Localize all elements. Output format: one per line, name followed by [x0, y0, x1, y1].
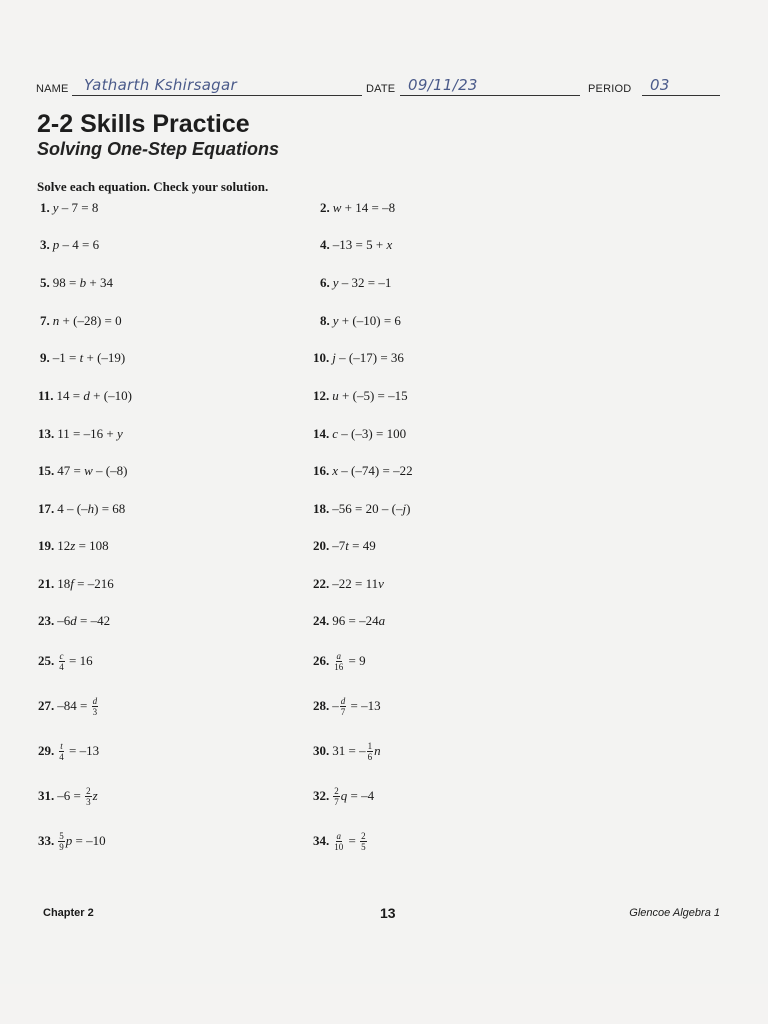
problem-item: [40, 343, 125, 373]
problem-item: [40, 306, 122, 336]
page-title: 2-2 Skills Practice: [37, 110, 250, 138]
problem-item: [313, 343, 404, 373]
problem-number: 18.: [313, 501, 330, 516]
problem-number: 19.: [38, 538, 55, 553]
fraction: $\frac{2}{7}$: [334, 785, 339, 807]
problem-equation: –6 d = –42: [57, 613, 111, 628]
page-footer: [43, 905, 720, 921]
problem-equation: $\frac{a}{16}$ = 9: [334, 650, 366, 672]
problem-equation: 4 – (– h ) = 68: [57, 501, 126, 516]
problem-equation: 31 = – $\frac{1}{6}$ n: [332, 740, 381, 762]
problem-number: 28.: [313, 698, 330, 713]
problem-equation: – $\frac{d}{7}$ = –13: [332, 695, 381, 717]
problem-item: [38, 419, 123, 449]
problem-equation: $\frac{5}{9}$ p = –10: [59, 830, 106, 852]
problem-item: [38, 691, 99, 721]
problem-item: [313, 606, 385, 636]
fraction: $\frac{5}{9}$: [59, 830, 64, 852]
problem-number: 15.: [38, 463, 55, 478]
fraction: $\frac{a}{16}$: [334, 650, 344, 672]
problem-item: [38, 606, 110, 636]
problem-equation: y – 7 = 8: [52, 200, 99, 215]
problem-number: 13.: [38, 426, 55, 441]
problem-equation: –7 t = 49: [332, 538, 376, 553]
problem-number: 24.: [313, 613, 330, 628]
problem-item: [38, 781, 98, 811]
problem-item: [40, 230, 99, 260]
problem-item: [320, 193, 395, 223]
problem-equation: $\frac{c}{4}$ = 16: [59, 650, 93, 672]
problem-item: [320, 268, 391, 298]
problem-number: 6.: [320, 275, 330, 290]
fraction: $\frac{d}{7}$: [340, 695, 346, 717]
name-label: NAME: [36, 83, 69, 95]
problem-number: 7.: [40, 313, 50, 328]
problem-item: [313, 494, 410, 524]
problem-equation: 47 = w – (–8): [57, 463, 128, 478]
problem-item: [313, 381, 408, 411]
problem-number: 30.: [313, 743, 330, 758]
problem-number: 21.: [38, 576, 55, 591]
problem-number: 1.: [40, 200, 50, 215]
problem-number: 34.: [313, 833, 330, 848]
problem-number: 11.: [38, 388, 54, 403]
problem-item: [313, 456, 413, 486]
problem-number: 31.: [38, 788, 55, 803]
problem-equation: n + (–28) = 0: [52, 313, 122, 328]
problem-equation: 11 = –16 + y: [57, 426, 123, 441]
page-subtitle: Solving One-Step Equations: [37, 139, 280, 159]
problem-equation: j – (–17) = 36: [332, 350, 404, 365]
problem-item: [313, 569, 384, 599]
problem-equation: 18 f = –216: [57, 576, 114, 591]
fraction: $\frac{1}{6}$: [367, 740, 373, 762]
problem-equation: x – (–74) = –22: [332, 463, 413, 478]
date-value: 09/11/23: [408, 76, 478, 94]
problem-equation: $\frac{2}{7}$ q = –4: [334, 785, 375, 807]
problem-equation: 14 = d + (–10): [56, 388, 132, 403]
fraction: $\frac{c}{4}$: [59, 650, 64, 672]
problem-number: 22.: [313, 576, 330, 591]
fraction: $\frac{a}{10}$: [334, 830, 344, 852]
problem-item: [320, 230, 392, 260]
problem-number: 23.: [38, 613, 55, 628]
page-number: 13: [380, 905, 396, 921]
period-label: PERIOD: [588, 83, 632, 95]
problem-number: 12.: [313, 388, 330, 403]
problem-equation: –56 = 20 – (– j ): [332, 501, 411, 516]
problem-number: 26.: [313, 653, 330, 668]
problem-number: 20.: [313, 538, 330, 553]
name-line: [72, 95, 362, 96]
chapter-label: Chapter 2: [43, 907, 94, 919]
period-value: 03: [650, 76, 670, 94]
problem-number: 10.: [313, 350, 330, 365]
problem-item: [40, 268, 113, 298]
problem-item: [313, 531, 376, 561]
problem-equation: –13 = 5 + x: [332, 237, 393, 252]
worksheet-header: [36, 76, 720, 100]
problem-item: [313, 646, 366, 676]
problem-number: 25.: [38, 653, 55, 668]
problem-equation: 98 = b + 34: [52, 275, 113, 290]
fraction: $\frac{2}{3}$: [86, 785, 91, 807]
problem-number: 4.: [320, 237, 330, 252]
problem-number: 16.: [313, 463, 330, 478]
problem-equation: –1 = t + (–19): [52, 350, 126, 365]
problem-number: 9.: [40, 350, 50, 365]
problem-number: 5.: [40, 275, 50, 290]
problem-equation: w + 14 = –8: [332, 200, 396, 215]
fraction: $\frac{2}{5}$: [361, 830, 366, 852]
problem-number: 32.: [313, 788, 330, 803]
problem-number: 8.: [320, 313, 330, 328]
problem-equation: c – (–3) = 100: [332, 426, 407, 441]
problem-item: [38, 381, 132, 411]
problem-number: 2.: [320, 200, 330, 215]
problem-equation: 12 z = 108: [57, 538, 109, 553]
problem-item: [313, 826, 368, 856]
problem-item: [320, 306, 401, 336]
problem-item: [40, 193, 98, 223]
fraction: $\frac{t}{4}$: [59, 740, 64, 762]
instructions: Solve each equation. Check your solution.: [37, 179, 269, 194]
problem-item: [38, 826, 106, 856]
problem-equation: u + (–5) = –15: [332, 388, 408, 403]
date-label: DATE: [366, 83, 396, 95]
problem-equation: –84 = $\frac{d}{3}$: [57, 695, 98, 717]
problem-number: 17.: [38, 501, 55, 516]
fraction: $\frac{d}{3}$: [92, 695, 98, 717]
problem-equation: y + (–10) = 6: [332, 313, 401, 328]
problem-item: [38, 494, 125, 524]
problem-equation: p – 4 = 6: [52, 237, 100, 252]
date-line: [400, 95, 580, 96]
problem-item: [313, 691, 381, 721]
problem-item: [38, 531, 109, 561]
problem-equation: $\frac{t}{4}$ = –13: [59, 740, 100, 762]
name-value: Yatharth Kshirsagar: [84, 76, 237, 94]
problem-number: 3.: [40, 237, 50, 252]
problem-item: [38, 646, 93, 676]
problem-item: [313, 736, 381, 766]
problem-number: 27.: [38, 698, 55, 713]
problem-equation: 96 = –24 a: [332, 613, 386, 628]
problem-equation: –22 = 11 v: [332, 576, 384, 591]
problem-equation: y – 32 = –1: [332, 275, 392, 290]
period-line: [642, 95, 720, 96]
problem-item: [38, 456, 127, 486]
problem-number: 33.: [38, 833, 55, 848]
book-title: Glencoe Algebra 1: [629, 907, 720, 919]
problem-item: [313, 419, 406, 449]
problem-equation: –6 = $\frac{2}{3}$ z: [57, 785, 98, 807]
problem-item: [313, 781, 374, 811]
problem-number: 29.: [38, 743, 55, 758]
problem-item: [38, 736, 99, 766]
problem-item: [38, 569, 114, 599]
problem-number: 14.: [313, 426, 330, 441]
problem-equation: $\frac{a}{10}$ = $\frac{2}{5}$: [334, 830, 366, 852]
